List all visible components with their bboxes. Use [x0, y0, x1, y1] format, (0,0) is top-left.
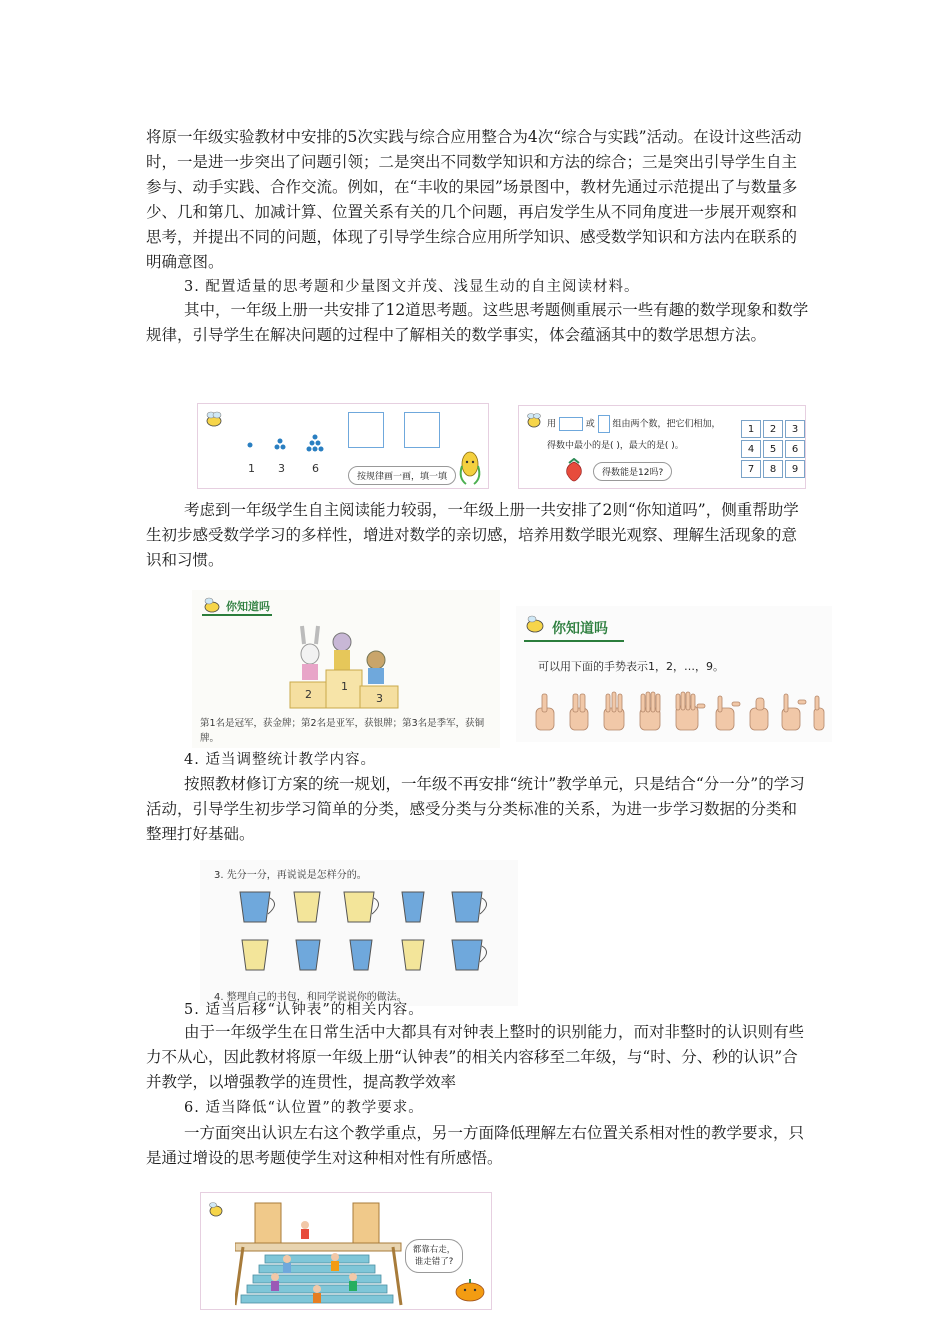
- cups-illustration: [210, 886, 510, 986]
- text-or: 或: [585, 419, 595, 430]
- hand-gesture-text: 可以用下面的手势表示1，2，…，9。: [538, 660, 724, 673]
- strawberry-icon: [563, 458, 585, 482]
- paragraph-did-you-know: 考虑到一年级学生自主阅读能力较弱，一年级上册一共安排了2则“你知道吗”，侧重帮助学生初步感受数学学习的多样性，增进对数学的亲切感，培养用数学眼光观察、理解生活现象的意识和习惯。: [146, 501, 799, 569]
- podium-label-1: 1: [341, 680, 348, 693]
- text-use: 用: [547, 419, 557, 430]
- grid-cell: 1: [741, 420, 761, 438]
- grid-cell: 8: [763, 460, 783, 478]
- bee-icon: [205, 1199, 227, 1219]
- question-line-1: [547, 415, 721, 433]
- grid-cell: 2: [763, 420, 783, 438]
- paragraph-practice-activities: 将原一年级实验教材中安排的5次实践与综合应用整合为4次“综合与实践”活动。在设计这些活动时，一是进一步突出了问题引领；二是突出不同数学知识和方法的综合；三是突出引导学生自主参与、动手实践、合作交流。例如，在“丰收的果园”场景图中，教材先通过示范提出了与数量多少、几和第几、加减计算、位置关系有关的几个问题，再启发学生从不同角度进一步展开观察和思考，并提出不同的问题，体现了引导学生综合应用所学知识、感受数学知识和方法内在联系的明确意图。: [146, 128, 802, 271]
- speech-bubble: 按规律画一画，填一填: [348, 466, 456, 485]
- figure-pattern-question: [197, 403, 489, 489]
- heading-3: 3. 配置适量的思考题和少量图文并茂、浅显生动的自主阅读材料。: [184, 279, 640, 295]
- question-3: 3. 先分一分，再说说是怎样分的。: [214, 870, 367, 881]
- question-line-2: 得数中最小的是( )，最大的是( )。: [547, 441, 684, 451]
- grid-cell: 4: [741, 440, 761, 458]
- box-horizontal: [559, 417, 583, 431]
- paragraph-thinking-questions: 其中，一年级上册一共安排了12道思考题。这些思考题侧重展示一些有趣的数学现象和数学规律，引导学生在解决问题的过程中了解相关的数学事实，体会蕴涵其中的数学思想方法。: [146, 301, 809, 344]
- figure-hand-gestures: [516, 606, 832, 742]
- grid-cell: 9: [785, 460, 805, 478]
- figure-podium: [192, 590, 500, 748]
- dot-pattern: [242, 430, 332, 460]
- speech-bubble: 都靠右走，谁走错了?: [405, 1239, 463, 1273]
- podium-label-3: 3: [376, 692, 383, 705]
- number-1: 1: [248, 462, 255, 475]
- question-4: 4. 整理自己的书包，和同学说说你的做法。: [214, 992, 407, 1003]
- bee-icon: [523, 410, 545, 432]
- did-you-know-title: 你知道吗: [226, 600, 270, 613]
- paragraph-clock: 由于一年级学生在日常生活中大都具有对钟表上整时的识别能力，而对非整时的认识则有些力不从心，因此教材将原一年级上册“认钟表”的相关内容移至二年级，与“时、分、秒的认识”合并教学，以增强教学的连贯性，提高教学效率: [146, 1023, 805, 1091]
- podium-illustration: [280, 620, 410, 710]
- number-grid: [741, 420, 805, 478]
- figure-stairs-keep-right: [200, 1192, 492, 1310]
- bee-icon: [200, 594, 224, 616]
- bee-icon: [202, 408, 226, 432]
- corn-character-icon: [456, 448, 484, 488]
- podium-caption: 第1名是冠军，获金牌；第2名是亚军，获银牌；第3名是季军，获铜牌。: [200, 718, 485, 744]
- number-6: 6: [312, 462, 319, 475]
- stairs-illustration: [235, 1197, 405, 1307]
- title-underline: [524, 640, 624, 642]
- grid-cell: 3: [785, 420, 805, 438]
- heading-6: 6. 适当降低“认位置”的教学要求。: [184, 1100, 424, 1116]
- speech-bubble: 得数能是12吗?: [593, 462, 672, 481]
- bee-icon: [522, 612, 548, 636]
- paragraph-position: 一方面突出认识左右这个教学重点，另一方面降低理解左右位置关系相对性的教学要求，只是通过增设的思考题使学生对这种相对性有所感悟。: [146, 1124, 805, 1167]
- grid-cell: 6: [785, 440, 805, 458]
- answer-box-2: [404, 412, 440, 448]
- text-circle-two-numbers: 组由两个数，把它们相加，: [612, 419, 721, 430]
- heading-4: 4. 适当调整统计教学内容。: [184, 752, 376, 768]
- number-3: 3: [278, 462, 285, 475]
- grid-cell: 5: [763, 440, 783, 458]
- heading-5: 5. 适当后移“认钟表”的相关内容。: [184, 1002, 424, 1018]
- figure-addition-question: [518, 405, 806, 489]
- podium-label-2: 2: [305, 688, 312, 701]
- answer-box-1: [348, 412, 384, 448]
- paragraph-statistics: 按照教材修订方案的统一规划，一年级不再安排“统计”教学单元，只是结合“分一分”的学习活动，引导学生初步学习简单的分类，感受分类与分类标准的关系，为进一步学习数据的分类和整理打好基础。: [146, 775, 805, 843]
- did-you-know-title: 你知道吗: [552, 621, 608, 637]
- hand-gestures-row: [526, 690, 826, 736]
- title-underline: [202, 614, 272, 616]
- figure-classify-cups: [200, 860, 518, 1006]
- box-vertical: [598, 415, 610, 433]
- grid-cell: 7: [741, 460, 761, 478]
- pumpkin-character-icon: [453, 1277, 487, 1303]
